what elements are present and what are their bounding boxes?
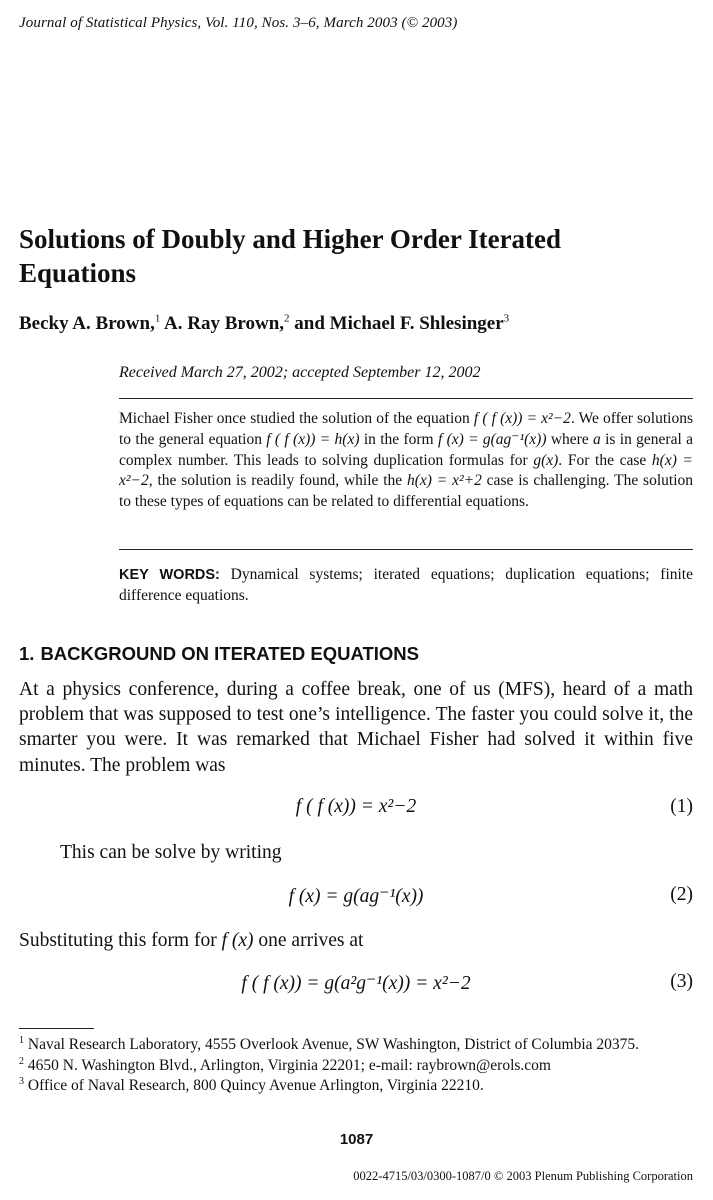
section-heading — [19, 643, 419, 665]
footnote-mark: 1 — [19, 1034, 24, 1046]
footnote-text: 4650 N. Washington Blvd., Arlington, Virginia 22201; e-mail: raybrown@erols.com — [24, 1056, 551, 1074]
copyright-line: 0022-4715/03/0300-1087/0 © 2003 Plenum Publishing Corporation — [353, 1169, 693, 1183]
equation-expression: f ( f (x)) = x²−2 — [295, 796, 417, 817]
keywords-text: Dynamical systems; iterated equations; duplication equations; finite difference equations. — [119, 566, 693, 604]
equation-3 — [19, 971, 693, 997]
abstract-text: Michael Fisher once studied the solution of the equation — [119, 410, 474, 427]
author-name: A. Ray Brown, — [164, 313, 285, 334]
author-name: and Michael F. Shlesinger — [294, 313, 504, 334]
inline-math: f (x) — [221, 930, 254, 951]
paper-title: Solutions of Doubly and Higher Order Iterated Equations — [19, 224, 562, 288]
footnote-mark: 3 — [19, 1076, 24, 1088]
footnote-text: Office of Naval Research, 800 Quincy Avenue Arlington, Virginia 22210. — [24, 1077, 484, 1095]
author-name: Becky A. Brown, — [19, 313, 155, 334]
abstract-text: . For the case — [558, 451, 652, 469]
abstract-text: where — [546, 430, 594, 448]
author-list — [19, 313, 509, 335]
abstract-text: in the form — [359, 430, 438, 448]
footnote-mark: 2 — [19, 1055, 24, 1067]
footnote-text: Naval Research Laboratory, 4555 Overlook Avenue, SW Washington, District of Columbia 20375. — [24, 1036, 640, 1053]
paragraph-solve: This can be solve by writing — [60, 842, 282, 863]
footnote — [19, 1035, 693, 1056]
footnote-rule — [19, 1028, 94, 1029]
received-dates: Received March 27, 2002; accepted September 12, 2002 — [119, 364, 481, 381]
paragraph-text: Substituting this form for — [19, 930, 222, 951]
equation-expression: f ( f (x)) = g(a²g⁻¹(x)) = x²−2 — [241, 973, 471, 994]
keywords-label: KEY WORDS: — [119, 567, 220, 583]
footnote — [19, 1056, 693, 1077]
running-head: Journal of Statistical Physics, Vol. 110, Nos. 3–6, March 2003 (© 2003) — [19, 15, 458, 31]
affiliation-mark: 3 — [503, 312, 510, 325]
section-title: BACKGROUND ON ITERATED EQUATIONS — [40, 643, 420, 664]
abstract-text: . We offer solutions to the general equation — [119, 410, 693, 448]
abstract — [119, 409, 693, 513]
abstract-text: case is challenging. The solution to these types of equations can be related to differential equations. — [119, 472, 693, 511]
paragraph-intro: At a physics conference, during a coffee break, one of us (MFS), heard of a math problem that was supposed to test one’s intelligence. The faster you could solve it, the smarter you were. It was remarked that Michael Fisher had solved it within five minutes. The problem was — [19, 679, 693, 776]
abstract-math: h(x) = x²−2 — [119, 451, 693, 490]
abstract-math: f ( f (x)) = x²−2 — [473, 410, 571, 427]
equation-expression: f (x) = g(ag⁻¹(x)) — [288, 886, 424, 907]
paragraph-substitute — [19, 928, 693, 953]
abstract-text: is in general a complex number. This leads to solving duplication formulas for — [119, 430, 693, 469]
keywords — [119, 565, 693, 607]
paragraph-text: one arrives at — [253, 930, 364, 951]
abstract-math: g(x) — [533, 451, 559, 469]
abstract-math: f (x) = g(ag⁻¹(x)) — [437, 430, 547, 448]
equation-number: (1) — [670, 796, 693, 817]
abstract-top-rule — [119, 398, 693, 399]
abstract-math: f ( f (x)) = h(x) — [266, 430, 360, 448]
abstract-math: h(x) = x²+2 — [407, 472, 482, 490]
equation-1 — [19, 796, 693, 822]
affiliation-mark: 2 — [284, 312, 290, 325]
equation-number: (2) — [670, 884, 693, 905]
abstract-math: a — [593, 430, 601, 448]
section-number: 1. — [19, 643, 35, 664]
abstract-text: , the solution is readily found, while the — [148, 472, 408, 490]
abstract-bottom-rule — [119, 549, 693, 550]
affiliation-mark: 1 — [154, 312, 161, 325]
footnotes — [19, 1035, 693, 1097]
equation-2 — [19, 884, 693, 910]
footnote — [19, 1076, 693, 1097]
page-number: 1087 — [339, 1131, 374, 1148]
equation-number: (3) — [670, 971, 693, 992]
